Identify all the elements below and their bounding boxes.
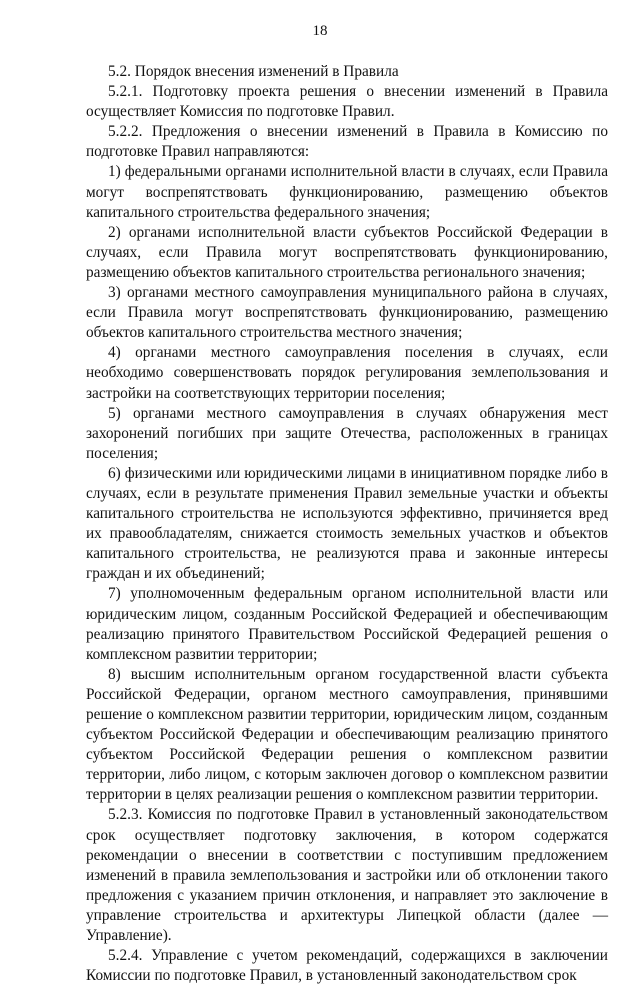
list-item-4: 4) органами местного самоуправления поселения в случаях, если необходимо совершенствовать порядок регулирования землепользования и застройки на соответствующих территории поселения; [86, 344, 608, 402]
list-item-7: 7) уполномоченным федеральным органом исполнительной власти или юридическим лицом, созданным Российской Федерацией и обеспечивающим реализацию принятого Правительством Российской Федерацией решения о комплексном развитии территории; [86, 585, 608, 663]
paragraph-5-2-2: 5.2.2. Предложения о внесении изменений в Правила в Комиссию по подготовке Правил направляются: [86, 123, 608, 161]
document-body [86, 62, 608, 986]
list-item-1: 1) федеральными органами исполнительной власти в случаях, если Правила могут воспрепятствовать функционированию, размещению объектов капитального строительства федерального значения; [86, 163, 608, 221]
paragraph-5-2-4: 5.2.4. Управление с учетом рекомендаций, содержащихся в заключении Комиссии по подготовке Правил, в установленный законодательством срок [86, 947, 608, 985]
list-item-3: 3) органами местного самоуправления муниципального района в случаях, если Правила могут воспрепятствовать функционированию, размещению объектов капитального строительства местного значения; [86, 284, 608, 342]
page-number: 18 [312, 23, 328, 39]
paragraph-5-2-3: 5.2.3. Комиссия по подготовке Правил в установленный законодательством срок осуществляет подготовку заключения, в котором содержатся рекомендации о внесении в соответствии с поступившим предложением изменений в правила землепользования и застройки или об отклонении такого предложения с указанием причин отклонения, и направляет это заключение в управление строительства и архитектуры Липецкой области (далее — Управление). [86, 806, 608, 945]
list-item-5: 5) органами местного самоуправления в случаях обнаружения мест захоронений погибших при защите Отечества, расположенных в границах поселения; [86, 404, 608, 462]
list-item-6: 6) физическими или юридическими лицами в инициативном порядке либо в случаях, если в результате применения Правил земельные участки и объекты капитального строительства не используются эффективно, причиняется вред их правообладателям, снижается стоимость земельных участков и объектов капитального строительства, не реализуются права и законные интересы граждан и их объединений; [86, 464, 608, 583]
list-item-8: 8) высшим исполнительным органом государственной власти субъекта Российской Федерации, органом местного самоуправления, принявшими решение о комплексном развитии территории, юридическим лицом, созданным субъектом Российской Федерации и обеспечивающим реализацию принятого субъектом Российской Федерации решения о комплексном развитии территории, либо лицом, с которым заключен договор о комплексном развитии территории в целях реализации решения о комплексном развитии территории. [86, 665, 608, 804]
paragraph-5-2-1: 5.2.1. Подготовку проекта решения о внесении изменений в Правила осуществляет Комиссия по подготовке Правил. [86, 83, 608, 121]
list-item-2: 2) органами исполнительной власти субъектов Российской Федерации в случаях, если Правила могут воспрепятствовать функционированию, размещению объектов капитального строительства регионального значения; [86, 223, 608, 281]
section-heading: 5.2. Порядок внесения изменений в Правила [108, 63, 399, 80]
